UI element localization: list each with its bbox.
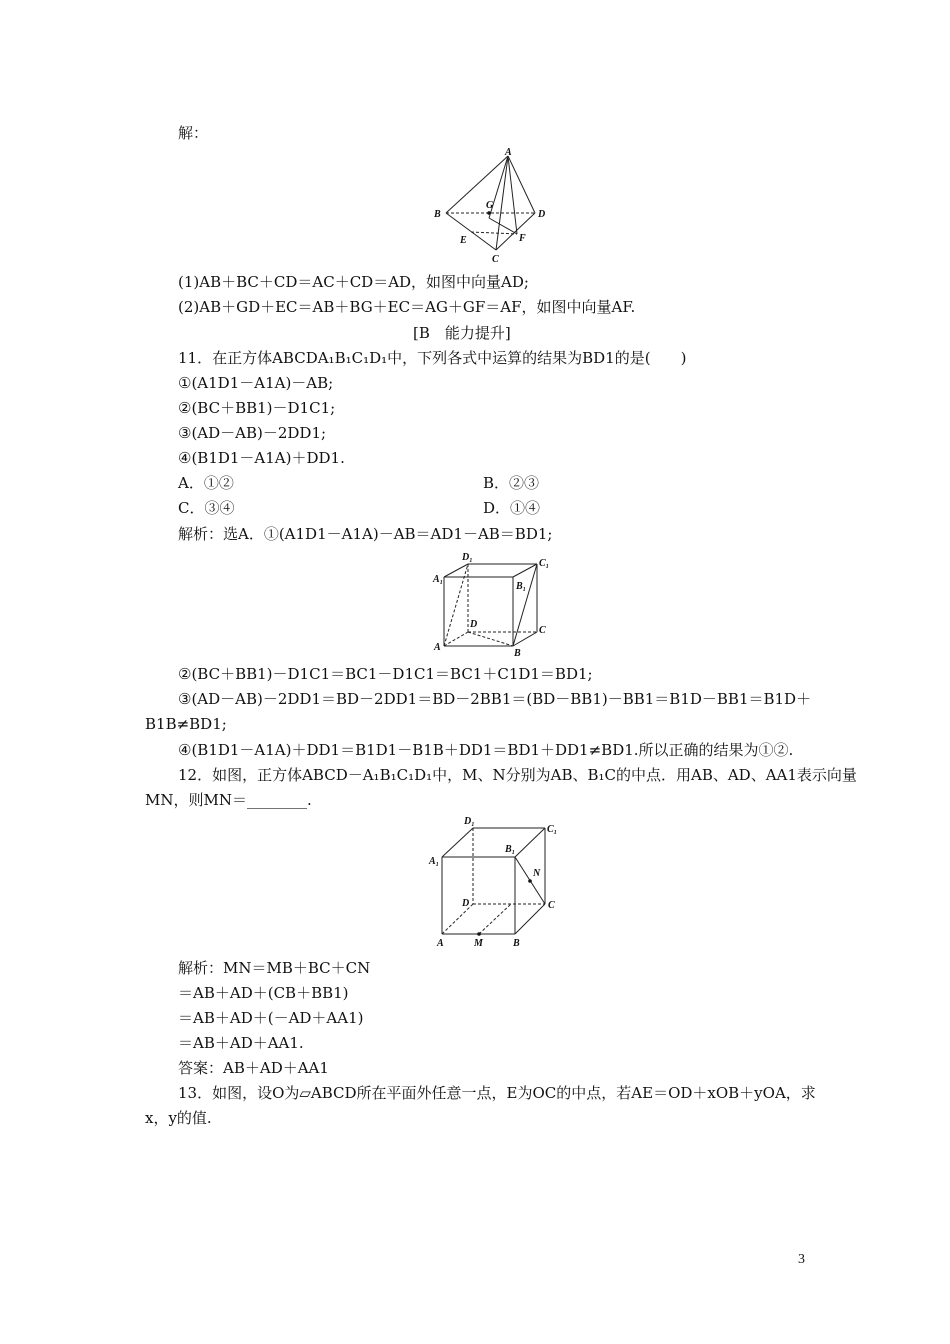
label-A1: A₁	[433, 574, 444, 585]
question-11: 11．在正方体ABCDA₁B₁C₁D₁中，下列各式中运算的结果为BD1的是( )	[178, 349, 687, 367]
option-a: A．①②	[178, 474, 234, 492]
q11-item-2: ②(BC＋BB1)－D1C1;	[178, 399, 336, 417]
answer-12: 答案：AB＋AD＋AA1	[178, 1059, 329, 1077]
part-2: (2)AB＋GD＋EC＝AB＋BG＋EC＝AG＋GF＝AF，如图中向量AF.	[178, 298, 636, 316]
label-C: C	[492, 254, 499, 265]
option-d: D．①④	[483, 499, 541, 517]
section-heading: [B 能力提升]	[413, 324, 511, 342]
q11-item-1: ①(A1D1－A1A)－AB;	[178, 374, 334, 392]
part-1: (1)AB＋BC＋CD＝AC＋CD＝AD，如图中向量AD;	[178, 273, 529, 291]
solution-label: 解：	[178, 124, 209, 142]
label-M: M	[474, 938, 483, 949]
solution-12-line4: ＝AB＋AD＋AA1.	[178, 1034, 304, 1052]
cube-figure-2	[425, 812, 570, 952]
label-D1: D₁	[464, 816, 475, 827]
label-B1: B₁	[505, 844, 516, 855]
solution-12-line2: ＝AB＋AD＋(CB＋BB1)	[178, 984, 349, 1002]
label-A: A	[434, 642, 441, 653]
label-E: E	[460, 235, 467, 246]
option-b: B．②③	[483, 474, 540, 492]
solution-11-part2: ②(BC＋BB1)－D1C1＝BC1－D1C1＝BC1＋C1D1＝BD1;	[178, 665, 593, 683]
label-B: B	[434, 209, 441, 220]
q11-item-4: ④(B1D1－A1A)＋DD1.	[178, 449, 345, 467]
label-C: C	[548, 900, 555, 911]
solution-12-line3: ＝AB＋AD＋(－AD＋AA1)	[178, 1009, 364, 1027]
label-C: C	[539, 625, 546, 636]
solution-12-line1: 解析：MN＝MB＋BC＋CN	[178, 959, 371, 977]
label-D: D	[462, 898, 470, 909]
solution-11: 解析：选A．①(A1D1－A1A)－AB＝AD1－AB＝BD1;	[178, 525, 553, 543]
question-12: 12．如图，正方体ABCD－A₁B₁C₁D₁中，M、N分别为AB、B₁C的中点．用AB、AD、AA1表示向量	[178, 766, 857, 784]
label-B: B	[514, 648, 521, 658]
label-G: G	[486, 200, 494, 211]
label-F: F	[519, 233, 526, 244]
page-number: 3	[798, 1252, 805, 1267]
label-A1: A₁	[429, 856, 440, 867]
question-13: 13．如图，设O为▱ABCD所在平面外任意一点，E为OC的中点，若AE＝OD＋xOB＋yOA，求	[178, 1084, 816, 1102]
solution-11-part4: ④(B1D1－A1A)＋DD1＝B1D1－B1B＋DD1＝BD1＋DD1≠BD1.所以正确的结果为①②.	[178, 741, 794, 759]
solution-11-part3: ③(AD－AB)－2DD1＝BD－2DD1＝BD－2BB1＝(BD－BB1)－BB1＝B1D－BB1＝B1D＋	[178, 690, 812, 708]
tetrahedron-figure	[428, 146, 558, 266]
option-c: C．③④	[178, 499, 235, 517]
label-B: B	[513, 938, 520, 949]
label-C1: C₁	[547, 824, 558, 835]
q11-item-3: ③(AD－AB)－2DD1;	[178, 424, 327, 442]
label-B1: B₁	[516, 581, 527, 592]
label-A: A	[505, 147, 512, 158]
solution-11-part3-cont: B1B≠BD1;	[145, 715, 227, 733]
label-D: D	[470, 619, 478, 630]
label-D1: D₁	[462, 552, 473, 563]
question-13-cont: x，y的值.	[145, 1109, 212, 1127]
label-D: D	[538, 209, 546, 220]
label-A: A	[437, 938, 444, 949]
label-C1: C₁	[539, 558, 550, 569]
label-N: N	[533, 868, 541, 879]
cube-figure-1	[428, 550, 558, 658]
question-12-cont: MN，则MN＝________.	[145, 791, 312, 809]
